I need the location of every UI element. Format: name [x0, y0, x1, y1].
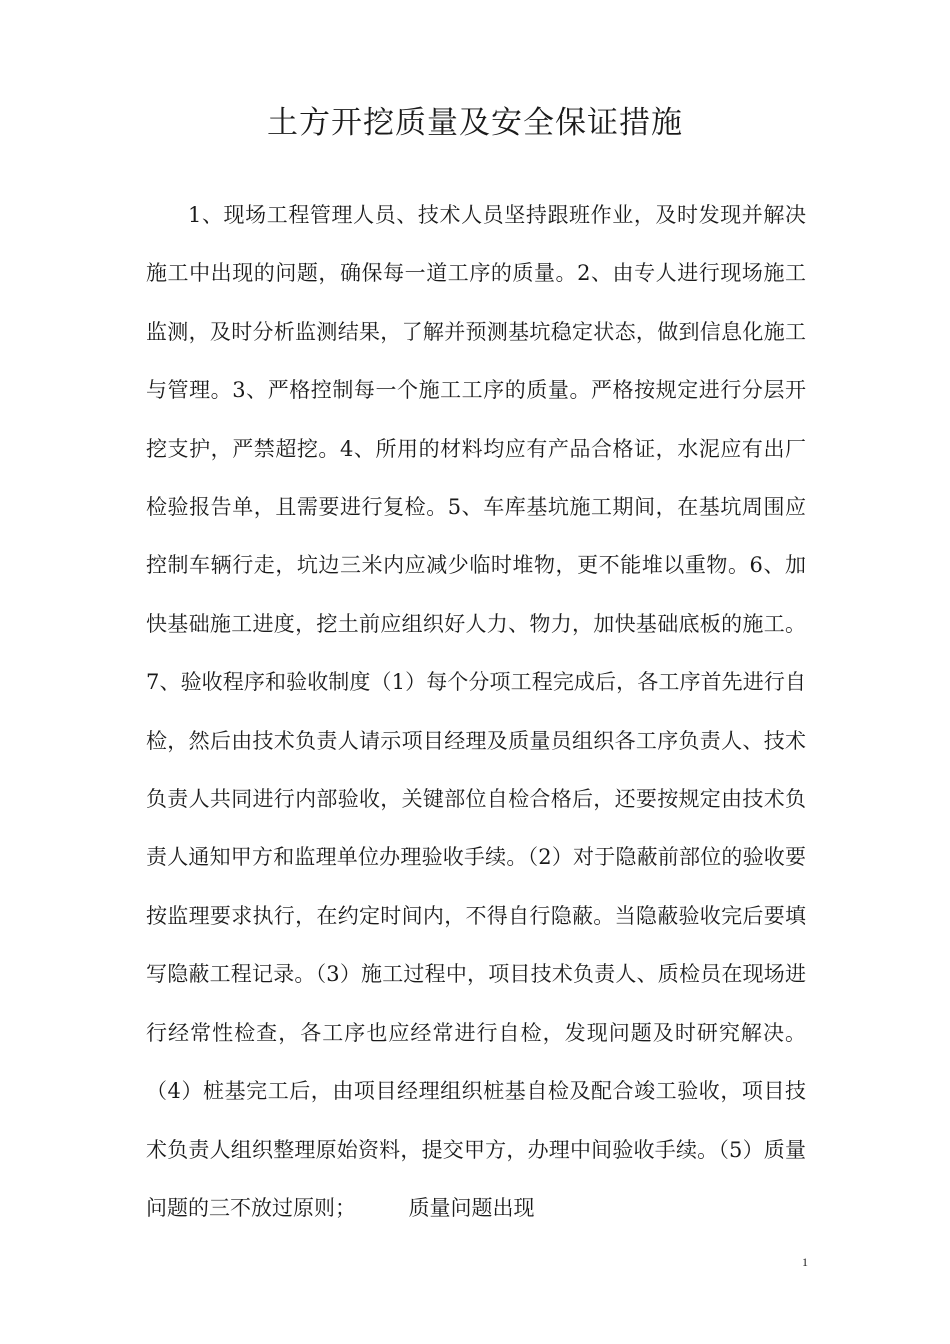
body-paragraph: 1、现场工程管理人员、技术人员坚持跟班作业，及时发现并解决施工中出现的问题，确保每一道工序的质量。2、由专人进行现场施工监测，及时分析监测结果，了解并预测基坑稳定状态，做到信息化施工与管理。3、严格控制每一个施工工序的质量。严格按规定进行分层开挖支护，严禁超挖。4、所用的材料均应有产品合格证，水泥应有出厂检验报告单，且需要进行复检。5、车库基坑施工期间，在基坑周围应控制车辆行走，坑边三米内应减少临时堆物，更不能堆以重物。6、加快基础施工进度，挖土前应组织好人力、物力，加快基础底板的施工。7、验收程序和验收制度（1）每个分项工程完成后，各工序首先进行自检，然后由技术负责人请示项目经理及质量员组织各工序负责人、技术负责人共同进行内部验收，关键部位自检合格后，还要按规定由技术负责人通知甲方和监理单位办理验收手续。（2）对于隐蔽前部位的验收要按监理要求执行，在约定时间内，不得自行隐蔽。当隐蔽验收完后要填写隐蔽工程记录。（3）施工过程中，项目技术负责人、质检员在现场进行经常性检查，各工序也应经常进行自检，发现问题及时研究解决。（4）桩基完工后，由项目经理组织桩基自检及配合竣工验收，项目技术负责人组织整理原始资料，提交甲方，办理中间验收手续。（5）质量问题的三不放过原则； 质量问题出现: [146, 203, 806, 1220]
page-number: 1: [802, 1255, 808, 1269]
document-title: 土方开挖质量及安全保证措施: [267, 105, 683, 141]
